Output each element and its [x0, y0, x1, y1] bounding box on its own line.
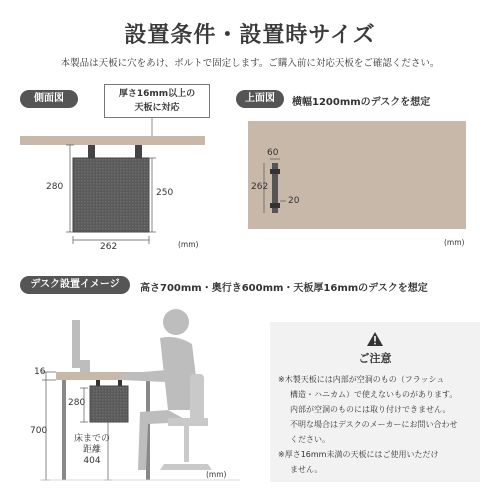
dim-tray-height: 280 [68, 398, 86, 408]
clamp-left [88, 145, 95, 159]
desk-leg-left [62, 380, 66, 480]
tray-image [90, 386, 128, 422]
clamp-right [135, 145, 142, 159]
side-view-callout-line1: 厚さ16mm以上の [118, 89, 196, 99]
top-dim-60: 60 [267, 148, 279, 158]
warning-triangle-icon [367, 332, 383, 346]
chair-base [160, 464, 212, 470]
dim-thickness: 16 [34, 367, 46, 377]
notice-line-5: ください。 [290, 435, 330, 444]
top-view-drawing [230, 115, 480, 245]
top-dim-262: 262 [251, 182, 269, 192]
side-view-drawing [0, 0, 250, 260]
desk-image-heading: 高さ700mm・奥行き600mm・天板厚16mmのデスクを想定 [140, 283, 428, 294]
notice-line-3: 内部が空洞のものには取り付けできません。 [290, 405, 451, 414]
page-title: 設置条件・設置時サイズ [124, 23, 376, 48]
side-view-pill: 側面図 [20, 90, 78, 108]
chair-back [190, 374, 204, 424]
desk-top-side [20, 136, 205, 145]
person-head [163, 309, 189, 335]
notice-body [278, 372, 478, 477]
dim-height-inner: 250 [156, 188, 174, 198]
notice-line-4: 不明な場合はデスクのメーカーにお問い合わせ [290, 420, 458, 429]
notice-line-1: ※木製天板には内部が空洞のもの（フラッシュ [278, 375, 445, 384]
tray-side [73, 158, 149, 232]
notice-line-2: 構造・ハニカム）で使えないものがあります。 [290, 390, 458, 399]
side-view-callout-line2: 天板に対応 [134, 103, 180, 113]
dim-height-outer: 280 [46, 182, 64, 192]
dim-width: 262 [100, 242, 118, 252]
desk-image-unit: (mm) [206, 470, 227, 479]
desk-image-pill: デスク設置イメージ [20, 276, 130, 294]
page-subtitle: 本製品は天板に穴をあけ、ボルトで固定します。ご購入前に対応天板をご確認ください。 [60, 58, 440, 69]
clamp-plan-bottom [270, 203, 280, 208]
floor-label-line2: 距離 [82, 445, 101, 455]
monitor-stand [80, 360, 90, 372]
notice-box [270, 322, 480, 482]
floor-label-line1: 床までの [74, 434, 111, 444]
person-arm [120, 370, 166, 382]
monitor [72, 320, 80, 368]
top-view-unit: (mm) [444, 238, 465, 247]
dim-desk-height: 700 [30, 426, 48, 436]
notice-line-6: ※厚さ16mm未満の天板にはご使用いただけ [278, 450, 439, 459]
notice-line-7: ません。 [290, 465, 323, 474]
floor-distance-label [74, 434, 110, 467]
top-view-pill: 上面図 [236, 90, 284, 108]
floor-label-value: 404 [83, 456, 101, 466]
clamp-plan-top [270, 169, 280, 174]
top-view-heading: 横幅1200mmのデスクを想定 [292, 97, 431, 108]
chair-seat [168, 418, 208, 426]
desk-top-plan [248, 121, 466, 229]
notice-title: ご注意 [358, 352, 392, 365]
side-view-unit: (mm) [178, 240, 199, 249]
top-dim-20: 20 [288, 196, 300, 206]
